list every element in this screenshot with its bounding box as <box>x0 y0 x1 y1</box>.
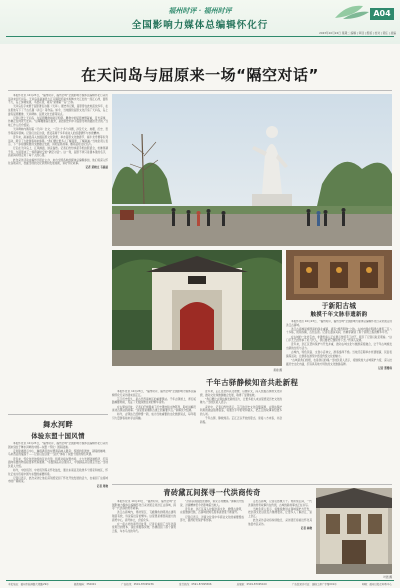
footer-rule <box>6 580 394 581</box>
paragraph: “洪商以诚信经营著称，讲究义利兼顾。”讲解员介绍说，洪商精神至今仍影响着当地人。 <box>180 500 244 507</box>
paragraph: 本报怀化讯 10月23日，“福州时评，福州全城”全国影响力媒体总编辑怀化行采访团来到位于舞水河畔的中国—东盟（怀化）国际陆港。 <box>8 442 108 449</box>
footer-info <box>8 582 392 586</box>
footer-item: 邮政编码：350001 <box>73 583 96 586</box>
paragraph: 近年来，洪江区深入挖掘洪商文化，修缮古建筑，完善旅游设施，古商城的知名度和美誉度不断提升。 <box>180 507 244 515</box>
main-headline: 在天问岛与屈原来一场“隔空对话” <box>81 66 319 84</box>
paragraph: 洪江古商城内，青砖黛瓦、飞檐翘角的明清古建筑错落有致，诉说着往昔的繁华。这里曾是湘西南最大的商贸中心，商号林立，会馆众多。 <box>112 511 176 522</box>
paragraph: 近年来，芷江县坚持以文塑旅、以旅彰文，深入挖掘古驿道文化资源，推动文化和旅游融合发展，取得了显著成效。 <box>200 390 282 397</box>
center-mid-col2 <box>200 390 282 480</box>
paragraph: 在古城的一处老宅内，非遗传承人正在展示传统手工技艺，吸引了记者们驻足观看。“这门手艺已经传承了好几代人，我们要把它继续传下去。”传承人说道。 <box>286 335 392 343</box>
paragraph: 本报怀化讯 10月23日，“福州时评，福州全城”全国影响力媒体总编辑怀化行采访活动来到天问岛。天问岛是溆浦县大江口镇附近溆水和舞水交汇处的一座江心洲，面积不大，岛上绿树成荫，鸟语花香，素有“楚湘第一岛”之称。 <box>8 94 108 105</box>
paragraph: “古城是我们的根，也是我们的魂。”当地负责人表示，将继续加大古城保护力度，深入挖掘历史文化内涵，打造具有地方特色的文化旅游品牌。 <box>286 358 392 366</box>
paragraph: 天问岛名字来源于屈原著名诗篇《天问》。据史料记载，屈原曾在此地流放多年，在这里他写下了千古名篇《涉江》等作品。如今，当地围绕屈原文化打造了天问岛，岛上建有屈原雕像、天问碑林、屈原文化长廊等景点。 <box>8 105 108 116</box>
footer-item: 广告经营许可证：闽榕工商广字第001号 <box>291 583 337 586</box>
page-number-box <box>370 8 394 20</box>
center-photo-ancient-gate <box>112 250 282 366</box>
bottom-photo-ancient-street <box>316 488 392 574</box>
paragraph: 芷江历史悠久，是古代西南地区的重要驿站。千年古驿道上，青石板路蜿蜒向前，见证了无数商旅往来的繁华景象。 <box>112 397 196 405</box>
header-rule <box>6 36 394 37</box>
paragraph: 如今，古驿站已经修缮一新，成为当地重要的文化旅游景点，每年吸引大量游客前来寻古探幽。 <box>112 413 196 420</box>
left-mid-divider <box>8 414 108 415</box>
footer-item: 印刷：福州日报社印务中心 <box>361 583 392 586</box>
paragraph: 记者们登上天问岛，在屈原雕像前驻足仰望。雕像中的屈原神情凝重，目光深邃，仿佛正在向苍天发问。“这尊雕像高达数米，是按照史料中对屈原形象的描述设计的。”当地工作人员介绍说。 <box>8 116 108 127</box>
center-mid-col1 <box>112 390 196 480</box>
paragraph: 千年古驿，静候知音。芷江正以开放的姿态，迎接八方来客，共赴新程。 <box>200 416 282 424</box>
center-mid-headline: 千年古驿静候知音共赴新程 <box>205 378 299 387</box>
bottom-photo-caption: 叶晨 摄 <box>383 576 392 579</box>
paragraph: 近年来，怀化依托独特的区位优势，积极对接东盟市场，大力发展陆港经济，打造面向东盟的物流枢纽和贸易通道。“东盟商品从这里进入，中国商品从这里走出去。”当地负责人介绍。 <box>8 457 108 468</box>
paragraph: 本报怀化讯 10月23日，“福州时评，福州全城”全国影响力媒体总编辑怀化行采访团走进洪江古商城，探寻一代洪商的传奇故事。 <box>112 500 176 511</box>
paragraph: 近年来，溆浦县深入挖掘屈原文化资源，举办屈原文化旅游节、端午龙舟赛等系列活动，吸引了大批游客前来参观。“我们要让更多人了解屈原，了解溆浦。”当地负责人表示，下一步将继续推进文旅融合发展，讲好屈原故事，擦亮屈原文化名片。 <box>8 135 108 147</box>
paragraph: “我们要让古驿站焕发新的活力，让更多的人来这里感受历史文化的魅力。”当地负责人表示。 <box>200 397 282 405</box>
footer-item: 发行热线：0591-87095566 <box>178 583 212 586</box>
bottom-col1 <box>112 500 176 578</box>
footer-item: 总编室：0591-87095100 <box>236 583 267 586</box>
date-line: 2023年10月24日 星期二 编辑 | 审读 | 组版 | 校对 | 责任 | 美编 <box>319 31 396 35</box>
leaf-decoration-icon <box>333 2 371 20</box>
left-mid-story-body <box>8 442 108 580</box>
paragraph: 此次采访活动将持续数日，采访团还将前往怀化其他县市区采访。 <box>248 519 312 526</box>
paragraph: 天问碑林内镌刻着《天问》全文，一百七十多个问题，涉及天文、地理、历史、哲学等诸多领域。记者们边走边读，感受着两千多年前诗人的浪漫情怀与求索精神。 <box>8 128 108 135</box>
paragraph: 古城内，特色民宿、文创小店林立，游客络绎不绝。当地还定期举办非遗展演、民俗表演等活动，让游客在游览中感受传统文化的魅力。 <box>286 351 392 358</box>
bottom-headline: 青砖黛瓦间探寻一代洪商传奇 <box>163 488 261 497</box>
footer-item: 广告热线：0591-87095236 <box>121 583 154 586</box>
bottom-divider <box>112 484 392 485</box>
paragraph: 采访中，记者们纷纷表示，芷江的历史文化底蕴深厚，古驿站保护利用的做法值得借鉴，将通过手中的笔和镜头，把芷江的故事讲给更多的人听。 <box>200 405 282 416</box>
paragraph: 记者们表示，洪商文化是中华商业文化的重要组成部分，值得好好保护和传承。 <box>180 515 244 523</box>
paragraph: 在一座古老的商号旧址里，记者们看到了当年洪商使用过的账本、钱庄票据等实物，仿佛回到了那个商贾云集、车水马龙的年代。 <box>112 522 176 533</box>
center-photo-caption: 黄煌 摄 <box>273 369 282 372</box>
headline-divider <box>8 90 392 91</box>
bottom-col2 <box>180 500 244 578</box>
paragraph: 记者们表示，此次采访让他们深刻感受到了怀化开放发展的活力，也看到了这座城市的广阔前景。 <box>8 476 108 484</box>
byline: 记者 周晓 <box>96 484 108 488</box>
right-top-photo <box>286 250 392 300</box>
paragraph: 行走在天问岛上，江风拂面，绿意盎然。记者们纷纷拿起手机拍照留念，仿佛穿越千年，与屈原来了一场跨越时空的“隔空对话”。这一刻，屈原不再只是课本里的名字，而是真切地走进了每个人的心里。 <box>8 147 108 158</box>
brand-tagline: 全国影响力媒体总编辑怀化行 <box>131 20 269 31</box>
main-story-body <box>8 94 108 412</box>
brand-script: 福州时评 · 福州时评 <box>168 6 232 15</box>
paragraph: 洪江古商城是湘西南的商业重镇，素有“湘西明珠”之称。古城内现存明清古建筑三百八十多栋，街巷纵横，古色古香。记者们漫步其间，仿佛穿越到了那个商贾云集的繁华年代。 <box>286 327 392 335</box>
bottom-col3 <box>248 500 312 578</box>
paragraph: 此次采访活动由福州日报社主办，来自全国各地的媒体总编辑参加，他们将深入怀化各地采访，挖掘当地的文化资源和发展成就，讲好怀化故事。 <box>8 158 108 166</box>
right-top-headline-2: 触摸千年文脉非遗新韵 <box>310 312 368 318</box>
byline: 记者 黄晓文 韦晨晨 <box>85 166 108 170</box>
paragraph: 在古驿站旧址，记者们仔细观看了历史遗迹和文物陈列，聆听讲解员讲述古驿站的故事。“这里曾是湘黔古道上的重要节点。”讲解员介绍道。 <box>112 405 196 413</box>
byline: 记者 林晓 <box>300 526 312 530</box>
paragraph: 近年来，洪江区坚持保护与开发并重，推动古城文化与旅游深度融合，让千年古城焕发出新的生机与活力。 <box>286 343 392 350</box>
left-mid-headline-2: 体验东盟十国风情 <box>31 432 85 440</box>
left-mid-headline-1: 舞水河畔 <box>43 420 73 429</box>
right-top-headline-1: 于新阳古城 <box>321 302 357 310</box>
page-number: A04 <box>373 9 391 18</box>
byline: 记者 郑雅琪 <box>378 366 392 370</box>
main-photo-qu-yuan-statue <box>112 94 392 246</box>
paragraph: 走进陆港展示中心，琳琅满目的东盟商品映入眼帘：泰国的乳胶枕、越南的咖啡、马来西亚的榴莲干……记者们在这里“一站式”体验了东盟十国的特色风情。 <box>8 449 108 457</box>
paragraph: 走出古商城，记者们感慨万千。青砖黛瓦间，一代洪商的传奇故事仍在传颂，古城的新故事也正在书写。 <box>248 500 312 507</box>
footer-item: 本报地址：福州市鼓屏路大楼路29号 <box>8 583 49 586</box>
paragraph: 当地负责人表示，将继续推进古商城保护与开发，把洪商文化这张名片擦得更亮，让更多人了解洪江、爱上洪江。 <box>248 507 312 518</box>
paragraph: 如今，中欧班列、中老班列等从怀化始发，通达东南亚及欧洲多个国家和地区，怀化正成为连接中国与东盟的重要桥梁。 <box>8 468 108 476</box>
paragraph: 本报怀化讯 10月23日，“福州时评，福州全城”全国影响力媒体总编辑怀化行采访团来到芷江。 <box>112 390 196 397</box>
paragraph: 本报怀化讯 10月23日，“福州时评，福州全城”全国影响力媒体总编辑怀化行采访团走进洪江古商城。 <box>286 320 392 327</box>
